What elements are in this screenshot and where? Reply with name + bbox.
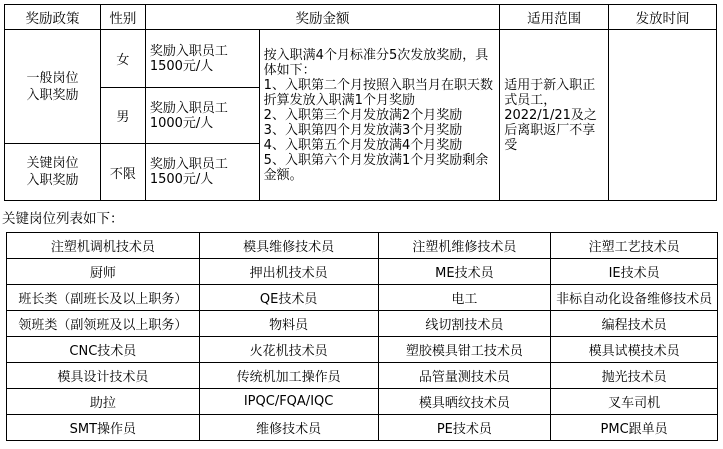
- role-cell: 模具试模技术员: [551, 337, 718, 363]
- role-cell: 抛光技术员: [551, 363, 718, 389]
- role-cell: ME技术员: [378, 259, 551, 285]
- gender-male: 男: [100, 88, 145, 144]
- role-cell: 叉车司机: [551, 389, 718, 415]
- general-female-row: [5, 30, 717, 88]
- key-positions-table: [6, 232, 718, 441]
- role-cell: IE技术员: [551, 259, 718, 285]
- table-row: [7, 233, 718, 259]
- reward-policy-table: [4, 4, 717, 201]
- role-cell: 传统机加工操作员: [199, 363, 378, 389]
- role-cell: 维修技术员: [199, 415, 378, 441]
- key-amount: 奖励入职员工1500元/人: [145, 144, 259, 201]
- release-time-cell: [609, 30, 717, 201]
- role-cell: 编程技术员: [551, 311, 718, 337]
- role-cell: QE技术员: [199, 285, 378, 311]
- role-cell: IPQC/FQA/IQC: [199, 389, 378, 415]
- table-row: [7, 311, 718, 337]
- policy-header-row: [5, 5, 717, 30]
- role-cell: CNC技术员: [7, 337, 200, 363]
- header-release-time: 发放时间: [609, 5, 717, 30]
- male-amount: 奖励入职员工1000元/人: [145, 88, 259, 144]
- role-cell: 火花机技术员: [199, 337, 378, 363]
- role-cell: PMC跟单员: [551, 415, 718, 441]
- table-row: [7, 389, 718, 415]
- detail-line: 1、入职第二个月按照入职当月在职天数折算发放入职满1个月奖励: [263, 77, 493, 108]
- key-position-label: 关键岗位入职奖励: [5, 144, 101, 201]
- role-cell: 模具设计技术员: [7, 363, 200, 389]
- gender-unlimited: 不限: [100, 144, 145, 201]
- role-cell: SMT操作员: [7, 415, 200, 441]
- key-positions-caption: 关键岗位列表如下：: [2, 211, 124, 227]
- header-policy: 奖励政策: [5, 5, 101, 30]
- role-cell: 班长类（副班长及以上职务）: [7, 285, 200, 311]
- detail-line: 2、入职第三个月发放满2个月奖励: [263, 107, 463, 123]
- gender-female: 女: [100, 30, 145, 88]
- header-scope: 适用范围: [500, 5, 609, 30]
- detail-line: 5、入职第六个月发放满1个月奖励剩余金额。: [263, 152, 489, 183]
- reward-detail: [259, 30, 500, 201]
- detail-line: 按入职满4个月标准分5次发放奖励，具体如下：: [263, 47, 489, 78]
- role-cell: 注塑机维修技术员: [378, 233, 551, 259]
- detail-line: 3、入职第四个月发放满3个月奖励: [263, 122, 463, 138]
- role-cell: 注塑机调机技术员: [7, 233, 200, 259]
- role-cell: 模具晒纹技术员: [378, 389, 551, 415]
- detail-line: 4、入职第五个月发放满4个月奖励: [263, 137, 463, 153]
- header-gender: 性别: [100, 5, 145, 30]
- table-row: [7, 415, 718, 441]
- role-cell: 模具维修技术员: [199, 233, 378, 259]
- role-cell: 非标自动化设备维修技术员: [551, 285, 718, 311]
- header-amount: 奖励金额: [145, 5, 499, 30]
- table-row: [7, 259, 718, 285]
- role-cell: 物料员: [199, 311, 378, 337]
- role-cell: 厨师: [7, 259, 200, 285]
- role-cell: 线切割技术员: [378, 311, 551, 337]
- role-cell: 品管量测技术员: [378, 363, 551, 389]
- key-positions-body: [7, 233, 718, 441]
- female-amount: 奖励入职员工1500元/人: [145, 30, 259, 88]
- table-row: [7, 285, 718, 311]
- role-cell: 领班类（副领班及以上职务）: [7, 311, 200, 337]
- role-cell: PE技术员: [378, 415, 551, 441]
- role-cell: 注塑工艺技术员: [551, 233, 718, 259]
- table-row: [7, 363, 718, 389]
- table-row: [7, 337, 718, 363]
- role-cell: 电工: [378, 285, 551, 311]
- general-position-label: 一般岗位入职奖励: [5, 30, 101, 144]
- role-cell: 助拉: [7, 389, 200, 415]
- role-cell: 塑胶模具钳工技术员: [378, 337, 551, 363]
- scope-text: 适用于新入职正式员工，2022/1/21及之后离职返厂不享受: [500, 30, 609, 201]
- role-cell: 押出机技术员: [199, 259, 378, 285]
